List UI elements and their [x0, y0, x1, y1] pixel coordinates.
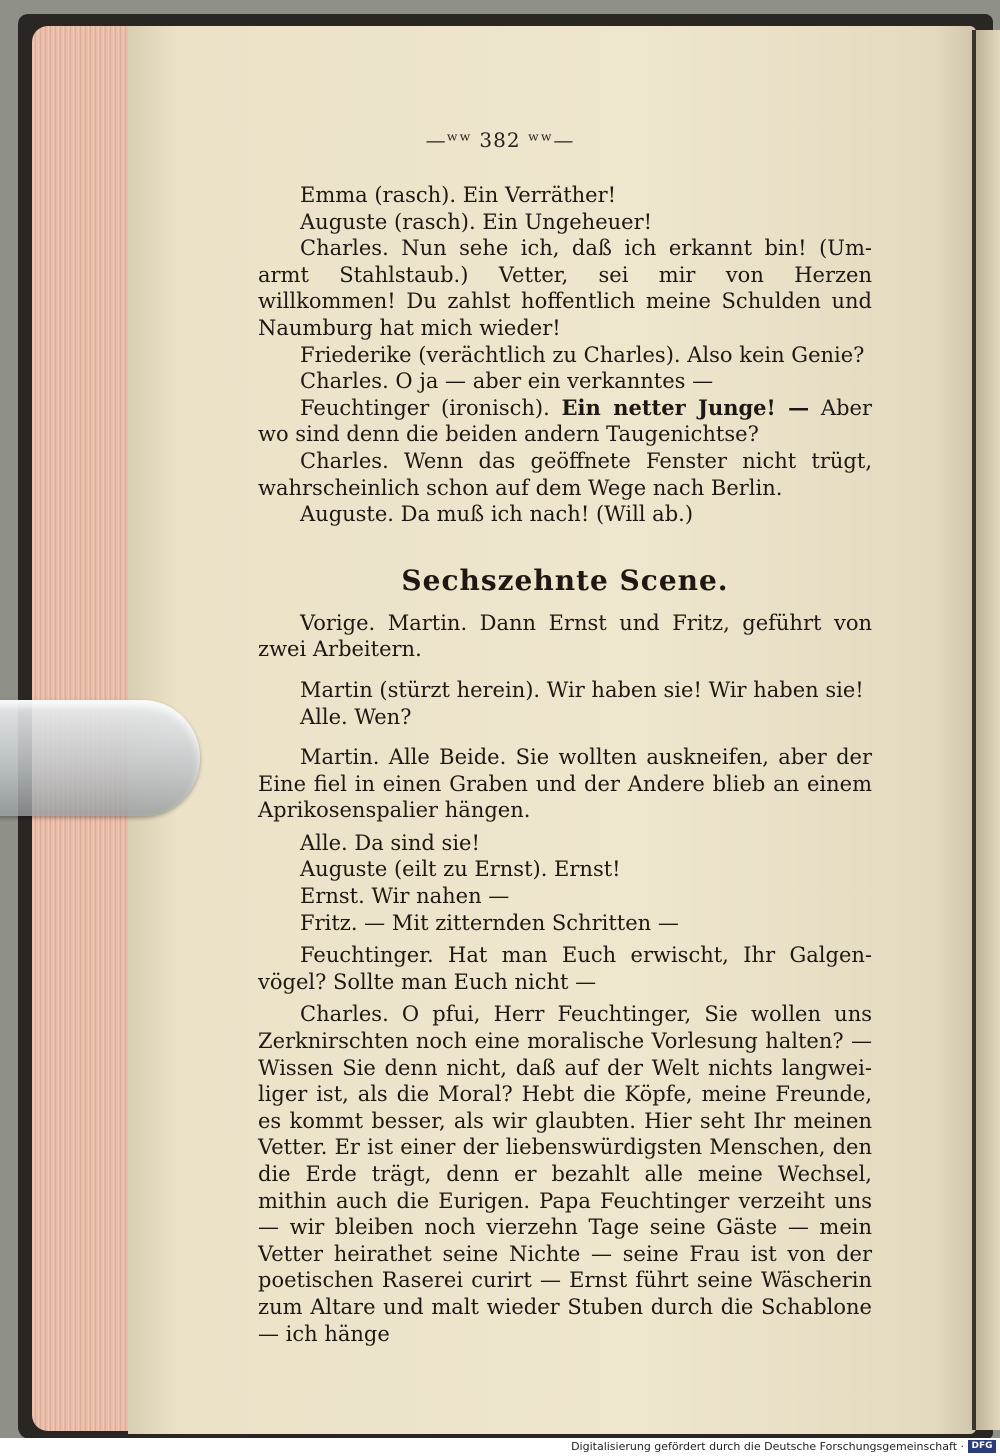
text-line: Auguste (eilt zu Ernst). Ernst! [300, 857, 621, 882]
text-line: Emma (rasch). Ein Verräther! [300, 183, 617, 207]
scanner-clip [0, 700, 200, 816]
stage-direction: Vorige. Martin. Dann Ernst und Fritz, geführt von zwei Arbeitern. [258, 610, 872, 662]
text-line: Charles. O ja — aber ein verkanntes — [300, 369, 714, 394]
next-page-edge [976, 30, 1000, 1430]
text-line: Auguste. Da muß ich nach! (Will ab.) [300, 502, 694, 527]
text-paragraph [258, 395, 872, 448]
text-line: Fritz. — Mit zitternden Schritten — [300, 910, 679, 935]
text-paragraph: Charles. O pfui, Herr Feuchtinger, Sie wollen uns Zerknirschten noch eine moralische Vorlesung halten? — Wissen Sie denn nicht, daß auf der Welt nichts langwei-liger ist, als die Moral? Hebt die Köpfe, meine Freunde, es kommt besser, als wir glaubten. Hier seht Ihr meinen Vetter. Er ist einer der liebenswürdigsten Menschen, den die Erde trägt, denn er bezahlt alle meine Wechsel, mithin auch die Eurigen. Papa Feuchtinger verzeiht uns — wir bleiben noch vierzehn Tage seine Gäste — mein Vetter heirathet seine Nichte — seine Frau ist von der poetischen Raserei curirt — Ernst führt seine Wäscherin zum Altare und malt wieder Stuben durch die Schablone — ich hänge [258, 1002, 872, 1346]
text-line: Ernst. Wir nahen — [300, 884, 510, 909]
page-number: —ʷʷ 382 ʷʷ— [425, 128, 575, 152]
text-line: Auguste (rasch). Ein Ungeheuer! [300, 209, 653, 234]
speaker-text: Feuchtinger (ironisch). [300, 395, 550, 420]
dfg-logo: DFG [968, 1440, 996, 1453]
continuation-text: Aber wo sind denn die beiden andern Taugenichtse? [258, 395, 872, 447]
text-line: Martin (stürzt herein). Wir haben sie! Wir haben sie! [300, 677, 864, 702]
text-line: Alle. Da sind sie! [300, 830, 480, 855]
text-line: Friederike (verächtlich zu Charles). Also kein Genie? [300, 342, 865, 367]
footer-credit: Digitalisierung gefördert durch die Deutsche Forschungsgemeinschaft · [571, 1440, 964, 1453]
text-paragraph: Charles. Wenn das geöffnete Fenster nicht trügt, wahrscheinlich schon auf dem Wege nach Berlin. [258, 448, 872, 500]
text-paragraph: Martin. Alle Beide. Sie wollten auskneifen, aber der Eine fiel in einen Graben und der Andere blieb an einem Aprikosenspalier hängen. [258, 745, 872, 823]
text-paragraph: Charles. Nun sehe ich, daß ich erkannt bin! (Um-armt Stahlstaub.) Vetter, sei mir von Herzen willkommen! Du zahlst hoffentlich meine Schulden und Naumburg hat mich wieder! [258, 236, 872, 340]
text-paragraph: Feuchtinger. Hat man Euch erwischt, Ihr Galgen-vögel? Sollte man Euch nicht — [258, 943, 872, 994]
text-line: Alle. Wen? [300, 704, 412, 729]
emphasis-text: Ein netter Junge! — [561, 394, 810, 420]
scene-heading: Sechszehnte Scene. [401, 563, 729, 597]
page-text [258, 182, 872, 1347]
